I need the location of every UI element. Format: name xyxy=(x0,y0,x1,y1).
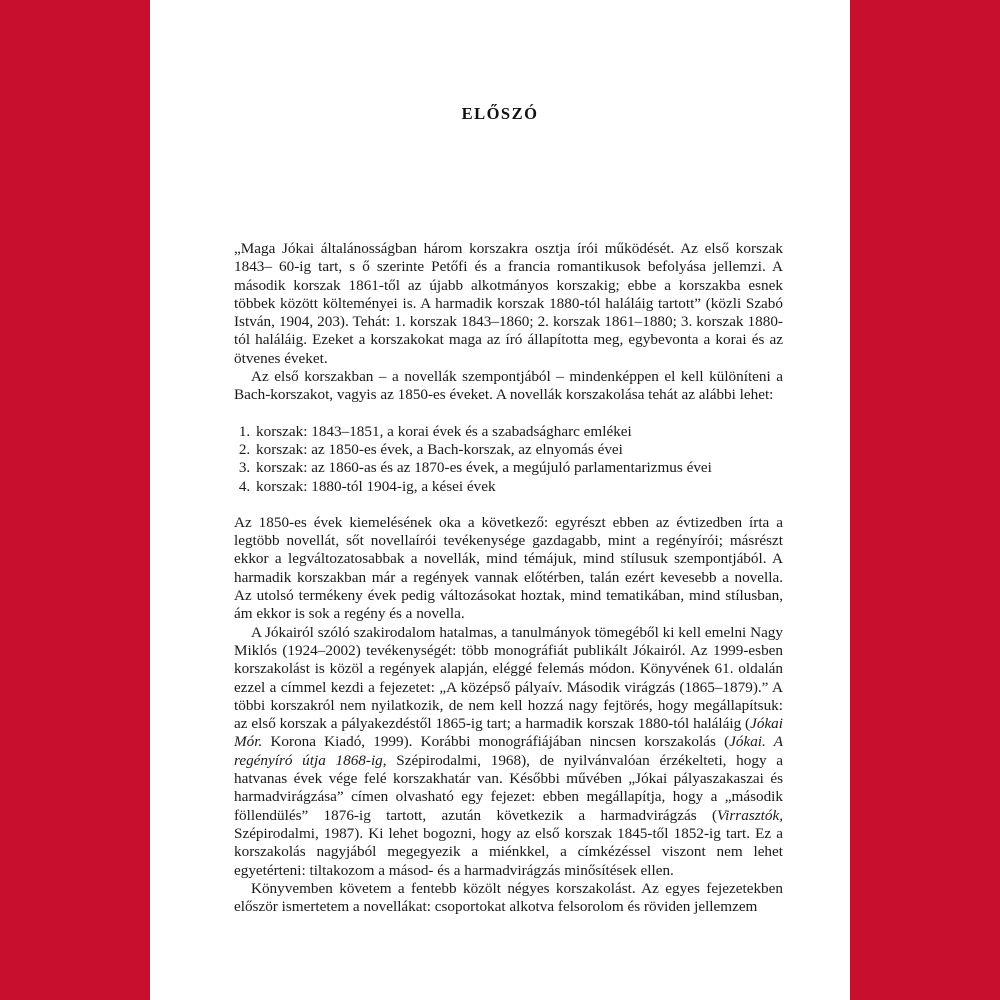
text-run: A Jókairól szóló szakirodalom hatalmas, a tanulmányok tömegéből ki kell emelni Nagy Miklós (1924–2002) tevékenységét: több monográfiát publikált Jókairól. Az 1999-esben korszakolást is közöl a regények alapján, eléggé felemás módon. Könyvének 61. oldalán ezzel a címmel kezdi a fejezetet: „A középső pályaív. Második virágzás (1865–1879).” A többi korszakról nem nyilatkozik, de nem kell hozzá nagy fejtörés, hogy megállapítsuk: az első korszak a pályakezdéstől 1865-ig tart; a harmadik korszak 1880-tól haláláig ( xyxy=(234,623,783,733)
paragraph-5: Könyvemben követem a fentebb közölt négyes korszakolást. Az egyes fejezetekben először ismertetem a novellákat: csoportokat alkotva felsorolom és röviden jellemzem xyxy=(234,879,783,916)
text-run: Korona Kiadó, 1999). Korábbi monográfiájában nincsen korszakolás ( xyxy=(262,733,730,751)
period-list xyxy=(234,423,783,496)
body-text xyxy=(234,240,783,916)
left-red-band xyxy=(0,0,150,1000)
paragraph-4 xyxy=(234,624,783,880)
book-title: Jókai Mór. xyxy=(234,715,783,751)
list-item: 4. korszak: 1880-tól 1904-ig, a kései évek xyxy=(254,478,783,496)
paragraph-1: „Maga Jókai általánosságban három korszakra osztja írói működését. Az első korszak 1843– 60-ig tart, s ő szerinte Petőfi és a francia romantikusok befolyása jellemzi. A második korszak 1861-től az újabb alkotmányos korszakig; ebbe a korszakba esnek többek között költeményei is. A harmadik korszak 1880-tól haláláig tartott” (közli Szabó István, 1904, 203). Tehát: 1. korszak 1843–1860; 2. korszak 1861–1880; 3. korszak 1880-tól haláláig. Ezeket a korszakokat maga az író állapította meg, egybevonta a korai és az ötvenes éveket. xyxy=(234,240,783,367)
page-title: ELŐSZÓ xyxy=(461,104,539,123)
book-title: Virrasztók, xyxy=(717,806,783,824)
list-item: 3. korszak: az 1860-as és az 1870-es évek, a megújuló parlamentarizmus évei xyxy=(254,459,783,477)
list-item: 1. korszak: 1843–1851, a korai évek és a szabadságharc emlékei xyxy=(254,423,783,441)
book-title: Jókai. A regényíró útja 1868-ig, xyxy=(234,733,783,769)
book-page xyxy=(150,0,850,1000)
text-run: Szépirodalmi, 1987). Ki lehet bogozni, hogy az első korszak 1845-től 1852-ig tart. Ez a korszakolás nagyjából megegyezik a miénkkel, a címkézéssel viszont nem lehet egyetérteni: tiltakozom a másod- és a harmadvirágzás minősítések ellen. xyxy=(234,824,783,879)
paragraph-2: Az első korszakban – a novellák szempontjából – mindenképpen el kell különíteni a Bach-korszakot, vagyis az 1850-es éveket. A novellák korszakolása tehát az alábbi lehet: xyxy=(234,368,783,404)
right-red-band xyxy=(850,0,1000,1000)
list-item: 2. korszak: az 1850-es évek, a Bach-korszak, az elnyomás évei xyxy=(254,441,783,459)
paragraph-3: Az 1850-es évek kiemelésének oka a következő: egyrészt ebben az évtizedben írta a legtöbb novellát, sőt novellaírói tevékenysége gazdagabb, mint a regényírói; másrészt ekkor a legváltozatosabbak a novellák, mind témájuk, mind stílusuk szempontjából. A harmadik korszakban már a regények vannak előtérben, talán ezért kevesebb a novella. Az utolsó termékeny évek pedig változásokat hoztak, mind tematikában, mind stílusban, ám ekkor is sok a regény és a novella. xyxy=(234,513,783,623)
text-run: Szépirodalmi, 1968), de nyilvánvalóan érzékelteti, hogy a hatvanas évek vége felé korszakhatár van. Későbbi művében „Jókai pályaszakaszai és harmadvirágzása” címen olvasható egy fejezet: ebben megállapítja, hogy a „második föllendülés” 1876-ig tartott, azután következik a harmadvirágzás ( xyxy=(234,751,783,824)
